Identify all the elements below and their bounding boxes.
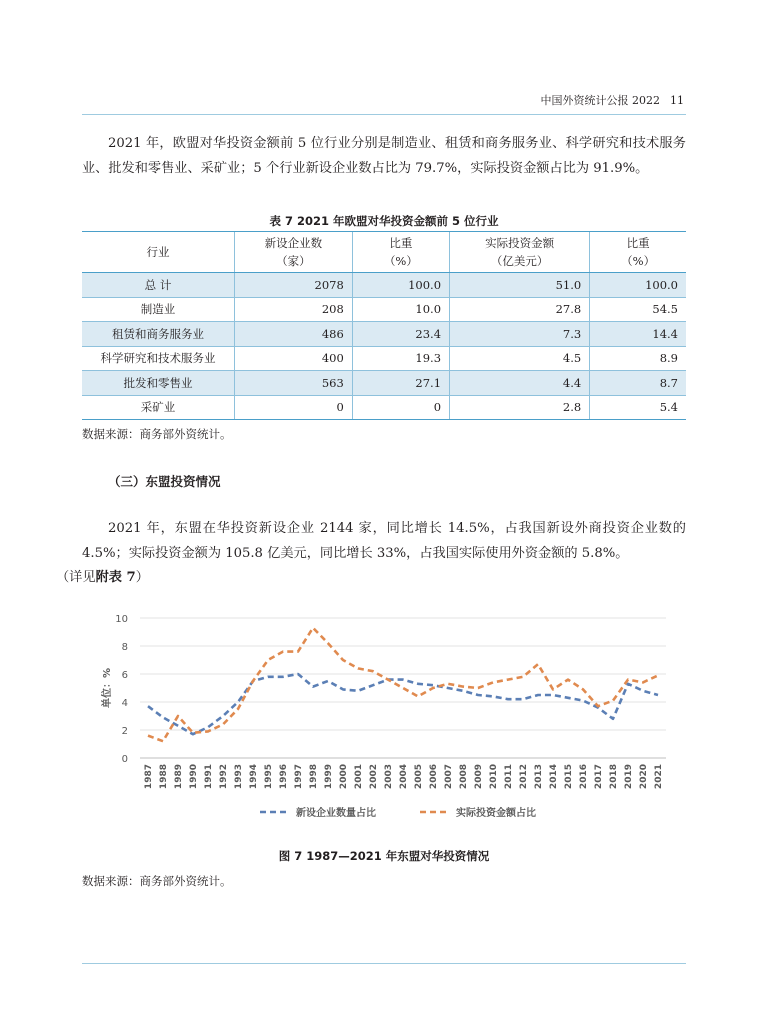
y-tick-label: 8 xyxy=(121,642,128,653)
x-tick-label: 2006 xyxy=(429,764,439,790)
series-line-2 xyxy=(148,628,658,741)
x-tick-label: 1990 xyxy=(189,764,199,790)
table-header-row xyxy=(82,232,686,273)
x-tick-label: 1993 xyxy=(234,764,244,790)
x-tick-label: 2008 xyxy=(459,764,469,790)
table-row: 租赁和商务服务业 486 23.4 7.3 14.4 xyxy=(82,322,686,347)
y-tick-label: 6 xyxy=(121,670,128,681)
figure-source-note: 数据来源：商务部外资统计。 xyxy=(82,874,232,888)
x-tick-label: 2018 xyxy=(609,764,619,790)
page-number: 11 xyxy=(670,94,684,107)
y-tick-label: 0 xyxy=(121,754,128,765)
table-row: 批发和零售业 563 27.1 4.4 8.7 xyxy=(82,371,686,396)
table-row: 科学研究和技术服务业 400 19.3 4.5 8.9 xyxy=(82,346,686,371)
table-eu-industries xyxy=(82,231,686,420)
table-caption: 表 7 2021 年欧盟对华投资金额前 5 位行业 xyxy=(269,214,499,228)
running-header xyxy=(541,92,685,108)
x-tick-label: 2017 xyxy=(594,764,604,790)
x-tick-label: 1989 xyxy=(174,764,184,790)
x-tick-label: 1997 xyxy=(294,764,304,790)
x-tick-label: 2002 xyxy=(369,764,379,790)
table-row: 制造业 208 10.0 27.8 54.5 xyxy=(82,297,686,322)
asean-investment-chart xyxy=(82,606,686,830)
x-tick-label: 1998 xyxy=(309,764,319,790)
x-tick-label: 2016 xyxy=(579,764,589,790)
footer-rule xyxy=(82,963,686,964)
series-line-1 xyxy=(148,674,658,734)
header-cell: 比重 （%） xyxy=(590,232,686,273)
x-tick-label: 2012 xyxy=(519,764,529,790)
paragraph-eu xyxy=(82,132,686,181)
figure-caption: 图 7 1987—2021 年东盟对华投资情况 xyxy=(278,849,490,863)
table-row: 总 计 2078 100.0 51.0 100.0 xyxy=(82,273,686,298)
x-tick-label: 2009 xyxy=(474,764,484,790)
chart-container xyxy=(82,606,686,830)
x-tick-label: 1995 xyxy=(264,764,274,790)
y-tick-label: 4 xyxy=(121,698,128,709)
legend-label-1: 新设企业数量占比 xyxy=(296,808,376,819)
x-tick-label: 2020 xyxy=(639,764,649,790)
x-tick-label: 2015 xyxy=(564,764,574,790)
x-tick-label: 2011 xyxy=(504,764,514,790)
header-cell: 实际投资金额 （亿美元） xyxy=(450,232,590,273)
y-tick-label: 10 xyxy=(115,614,128,625)
x-tick-label: 1992 xyxy=(219,764,229,790)
x-tick-label: 2019 xyxy=(624,764,634,790)
x-tick-label: 2014 xyxy=(549,764,559,790)
x-tick-label: 1994 xyxy=(249,764,259,790)
x-tick-label: 2007 xyxy=(444,764,454,790)
x-tick-label: 2003 xyxy=(384,764,394,790)
appendix-ref: 附表 7 xyxy=(95,570,136,585)
x-tick-label: 1988 xyxy=(159,764,169,790)
x-tick-label: 1991 xyxy=(204,764,214,790)
legend-label-2: 实际投资金额占比 xyxy=(456,808,536,819)
header-cell: 行业 xyxy=(82,232,235,273)
x-tick-label: 2021 xyxy=(654,764,664,790)
x-tick-label: 2010 xyxy=(489,764,499,790)
x-tick-label: 2001 xyxy=(354,764,364,790)
header-cell: 比重 （%） xyxy=(352,232,449,273)
header-rule xyxy=(82,114,686,115)
table-source-note: 数据来源：商务部外资统计。 xyxy=(82,427,232,441)
header-title: 中国外资统计公报 2022 xyxy=(540,94,660,107)
table-row: 采矿业 0 0 2.8 5.4 xyxy=(82,395,686,420)
paragraph-eu-text: 2021 年，欧盟对华投资金额前 5 位行业分别是制造业、租赁和商务服务业、科学研究和技术服务业、批发和零售业、采矿业；5 个行业新设企业数占比为 79.7%，实际投资金额占比为 91.9%。 xyxy=(82,136,686,176)
x-tick-label: 1999 xyxy=(324,764,334,790)
y-tick-label: 2 xyxy=(121,726,128,737)
y-axis-label: 单位：% xyxy=(102,667,113,709)
x-tick-label: 1987 xyxy=(144,764,154,790)
paragraph-asean-text: 2021 年，东盟在华投资新设企业 2144 家，同比增长 14.5%，占我国新设外商投资企业数的 4.5%；实际投资金额为 105.8 亿美元，同比增长 33%，占我国实际使用外资金额的 5.8%。 （详见附表 7） xyxy=(56,521,686,585)
x-tick-label: 2004 xyxy=(399,764,409,790)
paragraph-asean xyxy=(56,517,686,591)
x-tick-label: 2013 xyxy=(534,764,544,790)
section-heading: （三）东盟投资情况 xyxy=(108,474,221,489)
header-cell: 新设企业数 （家） xyxy=(235,232,353,273)
x-tick-label: 1996 xyxy=(279,764,289,790)
x-tick-label: 2005 xyxy=(414,764,424,790)
x-tick-label: 2000 xyxy=(339,764,349,790)
